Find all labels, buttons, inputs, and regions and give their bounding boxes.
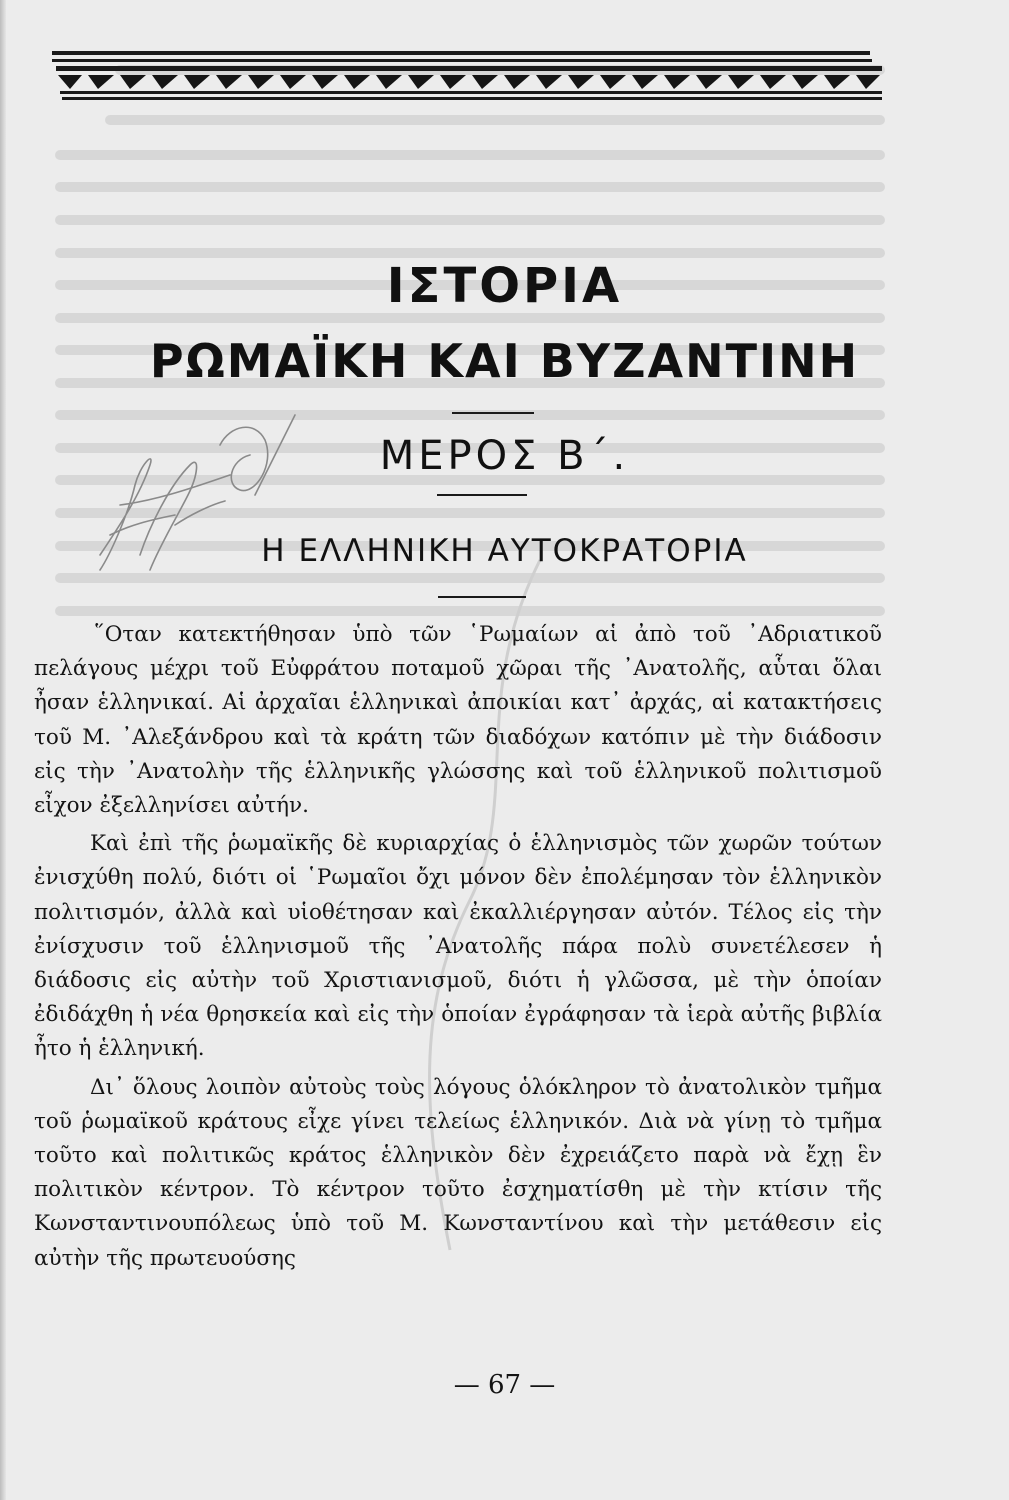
pencil-scribble [80, 405, 310, 595]
body-text [34, 618, 882, 1280]
paragraph: ῞Οταν κατεκτήθησαν ὑπὸ τῶν ῾Ρωμαίων αἱ ἀπὸ τοῦ ᾿Αδριατικοῦ πελάγους μέχρι τοῦ Εὐφράτου ποταμοῦ χῶραι τῆς ᾿Ανατολῆς, αὗται ὅλαι ἦσαν ἑλληνικαί. Αἱ ἀρχαῖαι ἑλληνικαὶ ἀποικίαι κατ᾿ ἀρχάς, αἱ κατακτήσεις τοῦ Μ. ᾿Αλεξάνδρου καὶ τὰ κράτη τῶν διαδόχων κατόπιν μὲ τὴν διάδοσιν εἰς τὴν ᾿Ανατολὴν τῆς ἑλληνικῆς γλώσσης καὶ τοῦ ἑλληνικοῦ πολιτισμοῦ εἶχον ἐξελληνίσει αὐτήν. [34, 622, 882, 819]
chapter-heading: Η ΕΛΛΗΝΙΚΗ ΑΥΤΟΚΡΑΤΟΡΙΑ [261, 533, 748, 569]
divider-rule [452, 412, 534, 414]
part-heading: ΜΕΡΟΣ Β΄. [379, 433, 630, 479]
paragraph: Δι᾿ ὅλους λοιπὸν αὐτοὺς τοὺς λόγους ὁλόκληρον τὸ ἀνατολικὸν τμῆμα τοῦ ῥωμαϊκοῦ κράτους εἶχε γίνει τελείως ἑλληνικόν. Διὰ νὰ γίνῃ τὸ τμῆμα τοῦτο καὶ πολιτικῶς κράτος ἑλληνικὸν δὲν ἐχρειάζετο παρὰ νὰ ἔχῃ ἓν πολιτικὸν κέντρον. Τὸ κέντρον τοῦτο ἐσχηματίσθη μὲ τὴν κτίσιν τῆς Κωνσταντινουπόλεως ὑπὸ τοῦ Μ. Κωνσταντίνου καὶ τὴν μετάθεσιν εἰς αὐτὴν τῆς πρωτευούσης [34, 1074, 882, 1271]
divider-rule [438, 596, 526, 598]
page-number: — 67 — [453, 1370, 556, 1400]
divider-rule [437, 494, 527, 496]
title-line-2: ΡΩΜΑΪΚΗ ΚΑΙ ΒΥΖΑΝΤΙΝΗ [149, 334, 860, 388]
paragraph: Καὶ ἐπὶ τῆς ῥωμαϊκῆς δὲ κυριαρχίας ὁ ἑλληνισμὸς τῶν χωρῶν τούτων ἐνισχύθη πολύ, διότι οἱ ῾Ρωμαῖοι ὄχι μόνον δὲν ἐπολέμησαν τὸν ἑλληνικὸν πολιτισμόν, ἀλλὰ καὶ υἱοθέτησαν καὶ ἐκαλλιέργησαν αὐτόν. Τέλος εἰς τὴν ἐνίσχυσιν τοῦ ἑλληνισμοῦ τῆς ᾿Ανατολῆς πάρα πολὺ συνετέλεσεν ἡ διάδοσις εἰς αὐτὴν τοῦ Χριστιανισμοῦ, διότι ἡ γλῶσσα, μὲ τὴν ὁποίαν ἐδιδάχθη ἡ νέα θρησκεία καὶ εἰς τὴν ὁποίαν ἐγράφησαν τὰ ἱερὰ αὐτῆς βιβλία ἦτο ἡ ἑλληνική. [34, 831, 882, 1062]
title-line-1: ΙΣΤΟΡΙΑ [386, 258, 623, 314]
ornamental-header-border [52, 47, 882, 107]
page-edge-shadow [0, 0, 6, 1500]
